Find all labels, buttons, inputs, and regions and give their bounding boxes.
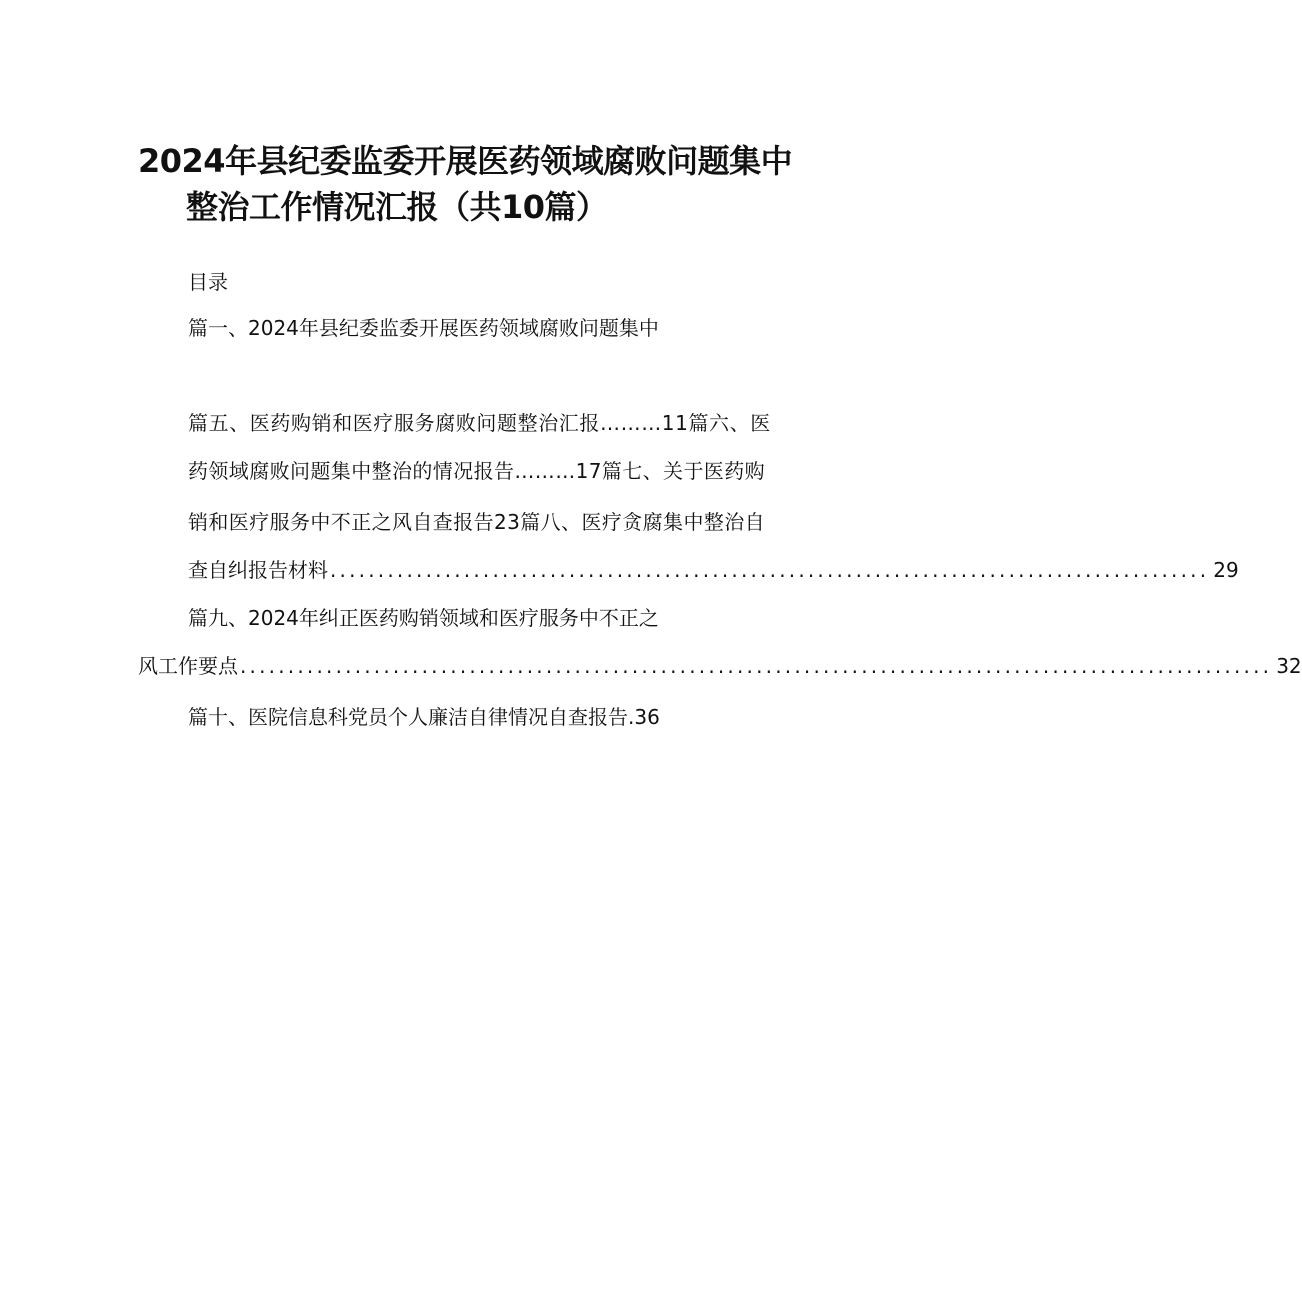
- toc-page-number: 32: [1276, 654, 1302, 678]
- toc-page-number: 29: [1213, 558, 1239, 582]
- toc-entry-9: 篇九、2024年纠正医药购销领域和医疗服务中不正之: [188, 606, 659, 630]
- dot-leader: ............................................................................................................: [240, 654, 1273, 678]
- toc-entry-9-end: [138, 652, 1302, 680]
- toc-entry-10: 篇十、医院信息科党员个人廉洁自律情况自查报告.36: [188, 705, 660, 729]
- toc-heading: 目录: [188, 270, 228, 294]
- dot-leader: ............................................................................................: [330, 558, 1210, 582]
- toc-entry-1: 篇一、2024年县纪委监委开展医药领域腐败问题集中: [188, 316, 659, 340]
- title-line-2: 整治工作情况汇报（共10篇）: [186, 188, 608, 226]
- toc-entry-8-end: [188, 556, 1239, 584]
- title-line-1: 2024年县纪委监委开展医药领域腐败问题集中: [138, 142, 793, 180]
- toc-entry-7-8: 销和医疗服务中不正之风自查报告23篇八、医疗贪腐集中整治自: [188, 510, 766, 534]
- toc-entry-6-7: 药领域腐败问题集中整治的情况报告………17篇七、关于医药购: [188, 459, 766, 483]
- document-title: [138, 138, 798, 230]
- toc-entry-5-6: 篇五、医药购销和医疗服务腐败问题整治汇报………11篇六、医: [188, 411, 771, 435]
- toc-entry-text: 风工作要点: [138, 654, 238, 678]
- toc-entry-text: 查自纠报告材料: [188, 558, 328, 582]
